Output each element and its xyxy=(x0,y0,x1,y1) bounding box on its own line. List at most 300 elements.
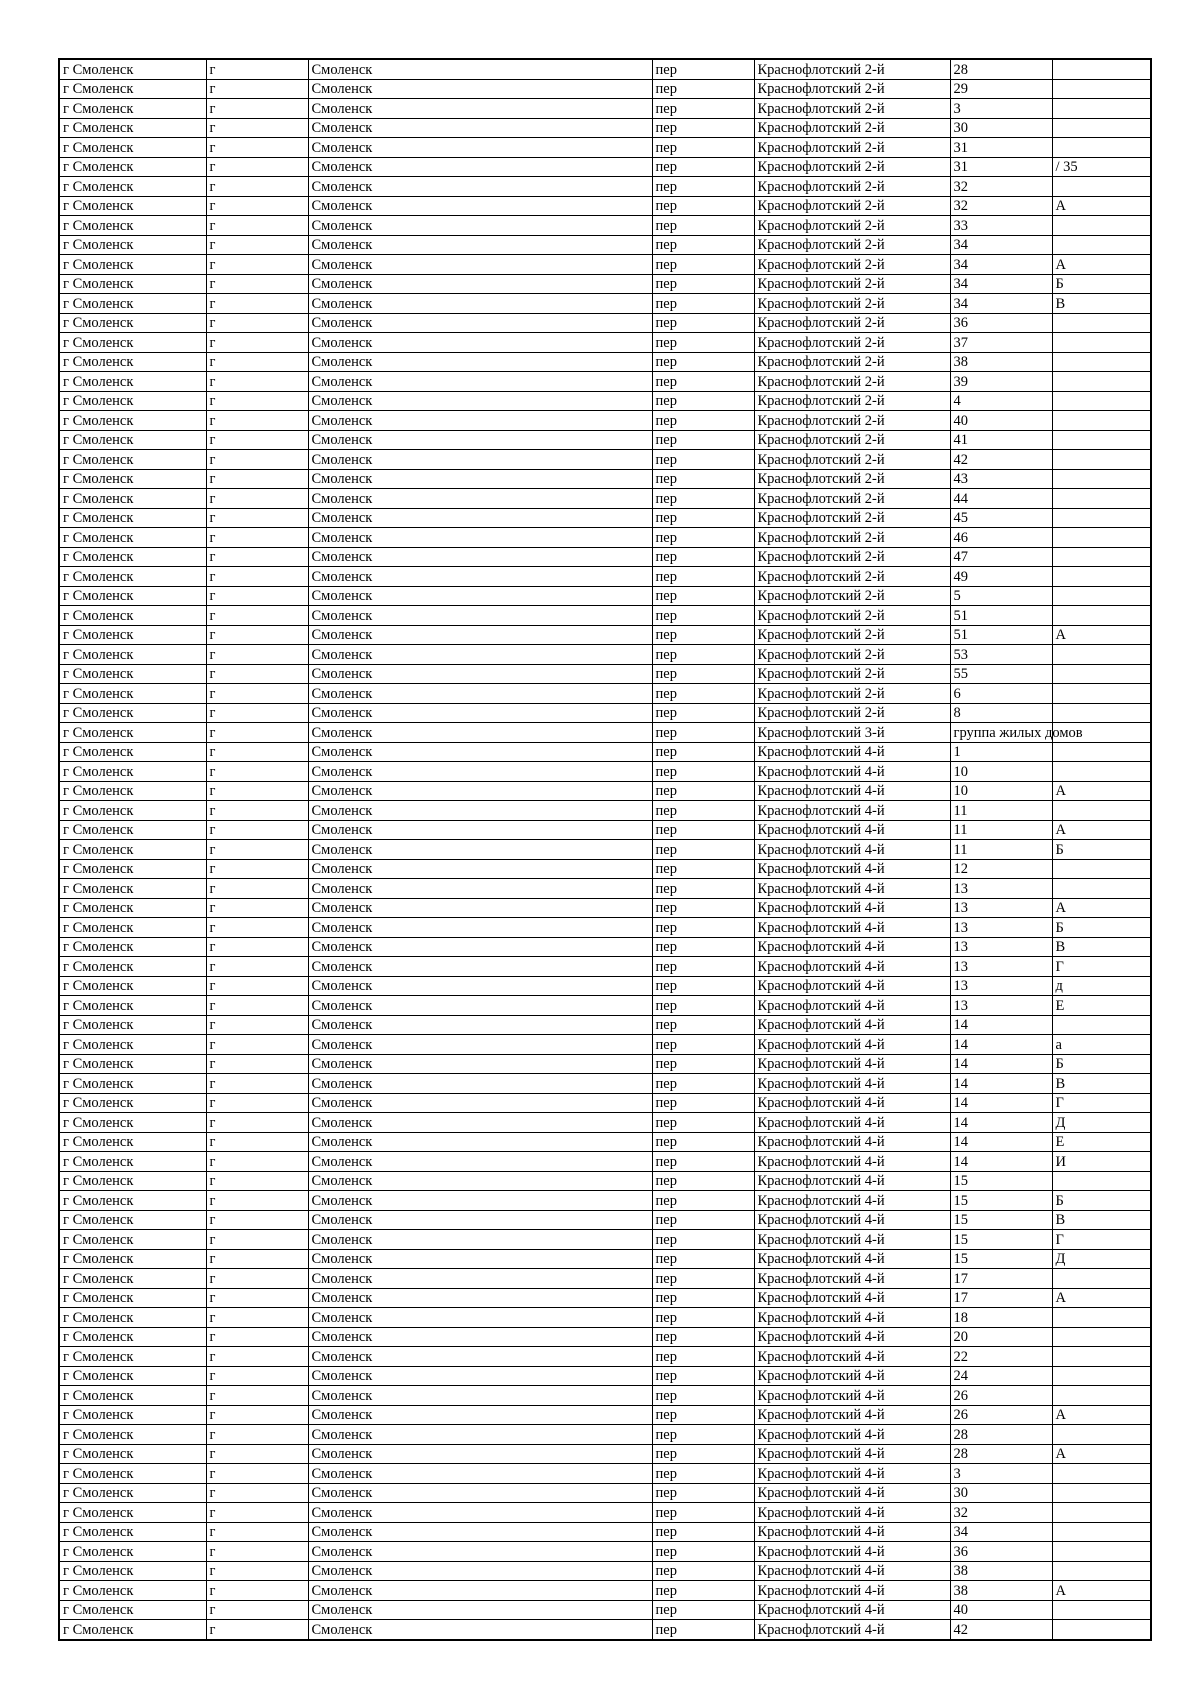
cell-city: Смоленск xyxy=(308,1308,652,1328)
cell-city-type: г xyxy=(206,294,308,314)
cell-region: г Смоленск xyxy=(59,1132,206,1152)
cell-suffix xyxy=(1052,1620,1151,1640)
cell-city: Смоленск xyxy=(308,567,652,587)
cell-house: 14 xyxy=(950,1152,1052,1172)
cell-suffix xyxy=(1052,547,1151,567)
table-row xyxy=(59,1132,1151,1152)
cell-city-type: г xyxy=(206,1522,308,1542)
cell-house: 15 xyxy=(950,1249,1052,1269)
cell-region: г Смоленск xyxy=(59,216,206,236)
cell-street: Краснофлотский 2-й xyxy=(754,235,950,255)
cell-house: 24 xyxy=(950,1366,1052,1386)
cell-city: Смоленск xyxy=(308,1347,652,1367)
cell-street: Краснофлотский 2-й xyxy=(754,59,950,79)
cell-city: Смоленск xyxy=(308,1620,652,1640)
cell-house: 22 xyxy=(950,1347,1052,1367)
cell-street-type: пер xyxy=(652,1347,754,1367)
cell-suffix xyxy=(1052,1327,1151,1347)
cell-city-type: г xyxy=(206,138,308,158)
table-row xyxy=(59,723,1151,743)
cell-street: Краснофлотский 2-й xyxy=(754,625,950,645)
table-row xyxy=(59,138,1151,158)
cell-street: Краснофлотский 4-й xyxy=(754,820,950,840)
table-row xyxy=(59,1464,1151,1484)
cell-city-type: г xyxy=(206,547,308,567)
cell-city: Смоленск xyxy=(308,547,652,567)
cell-region: г Смоленск xyxy=(59,157,206,177)
cell-city: Смоленск xyxy=(308,1191,652,1211)
table-row xyxy=(59,762,1151,782)
cell-street: Краснофлотский 2-й xyxy=(754,703,950,723)
cell-street: Краснофлотский 4-й xyxy=(754,781,950,801)
cell-street: Краснофлотский 4-й xyxy=(754,1015,950,1035)
table-row xyxy=(59,294,1151,314)
cell-city: Смоленск xyxy=(308,742,652,762)
cell-city-type: г xyxy=(206,177,308,197)
cell-region: г Смоленск xyxy=(59,1113,206,1133)
table-row xyxy=(59,703,1151,723)
cell-city: Смоленск xyxy=(308,1249,652,1269)
cell-region: г Смоленск xyxy=(59,1035,206,1055)
cell-region: г Смоленск xyxy=(59,294,206,314)
cell-city: Смоленск xyxy=(308,1230,652,1250)
cell-street-type: пер xyxy=(652,1191,754,1211)
cell-city-type: г xyxy=(206,957,308,977)
table-row xyxy=(59,177,1151,197)
cell-city: Смоленск xyxy=(308,489,652,509)
cell-city: Смоленск xyxy=(308,1171,652,1191)
cell-city: Смоленск xyxy=(308,372,652,392)
cell-suffix xyxy=(1052,1386,1151,1406)
cell-city: Смоленск xyxy=(308,606,652,626)
cell-city: Смоленск xyxy=(308,840,652,860)
cell-house: 4 xyxy=(950,391,1052,411)
cell-suffix: В xyxy=(1052,937,1151,957)
cell-suffix xyxy=(1052,1600,1151,1620)
cell-city: Смоленск xyxy=(308,1444,652,1464)
cell-street: Краснофлотский 4-й xyxy=(754,976,950,996)
cell-region: г Смоленск xyxy=(59,1327,206,1347)
cell-city: Смоленск xyxy=(308,79,652,99)
cell-suffix: Д xyxy=(1052,1113,1151,1133)
cell-city: Смоленск xyxy=(308,801,652,821)
cell-suffix: Е xyxy=(1052,996,1151,1016)
cell-house: 34 xyxy=(950,1522,1052,1542)
cell-suffix xyxy=(1052,567,1151,587)
cell-street: Краснофлотский 4-й xyxy=(754,1074,950,1094)
cell-city: Смоленск xyxy=(308,1113,652,1133)
cell-city: Смоленск xyxy=(308,1503,652,1523)
cell-street-type: пер xyxy=(652,196,754,216)
cell-city: Смоленск xyxy=(308,177,652,197)
cell-suffix: А xyxy=(1052,1444,1151,1464)
cell-house: 20 xyxy=(950,1327,1052,1347)
cell-city-type: г xyxy=(206,118,308,138)
cell-city: Смоленск xyxy=(308,1464,652,1484)
table-row xyxy=(59,1503,1151,1523)
cell-house: 37 xyxy=(950,333,1052,353)
cell-street: Краснофлотский 4-й xyxy=(754,1405,950,1425)
cell-house: 32 xyxy=(950,196,1052,216)
cell-suffix xyxy=(1052,664,1151,684)
cell-region: г Смоленск xyxy=(59,196,206,216)
cell-street: Краснофлотский 2-й xyxy=(754,508,950,528)
cell-street: Краснофлотский 2-й xyxy=(754,606,950,626)
cell-city: Смоленск xyxy=(308,723,652,743)
cell-city: Смоленск xyxy=(308,528,652,548)
cell-region: г Смоленск xyxy=(59,469,206,489)
cell-region: г Смоленск xyxy=(59,898,206,918)
cell-street-type: пер xyxy=(652,469,754,489)
cell-house: 13 xyxy=(950,898,1052,918)
cell-city-type: г xyxy=(206,937,308,957)
cell-house: 14 xyxy=(950,1074,1052,1094)
cell-region: г Смоленск xyxy=(59,79,206,99)
cell-suffix xyxy=(1052,1015,1151,1035)
cell-street: Краснофлотский 2-й xyxy=(754,391,950,411)
cell-street-type: пер xyxy=(652,1249,754,1269)
cell-suffix: А xyxy=(1052,255,1151,275)
table-row xyxy=(59,937,1151,957)
cell-street-type: пер xyxy=(652,411,754,431)
cell-suffix xyxy=(1052,703,1151,723)
cell-city: Смоленск xyxy=(308,1425,652,1445)
cell-city-type: г xyxy=(206,1444,308,1464)
cell-region: г Смоленск xyxy=(59,1210,206,1230)
cell-city: Смоленск xyxy=(308,391,652,411)
cell-region: г Смоленск xyxy=(59,1152,206,1172)
cell-suffix: Е xyxy=(1052,1132,1151,1152)
cell-city-type: г xyxy=(206,1152,308,1172)
cell-region: г Смоленск xyxy=(59,372,206,392)
cell-house: 3 xyxy=(950,1464,1052,1484)
cell-street: Краснофлотский 4-й xyxy=(754,1054,950,1074)
cell-street-type: пер xyxy=(652,391,754,411)
cell-street-type: пер xyxy=(652,996,754,1016)
table-row xyxy=(59,391,1151,411)
cell-suffix xyxy=(1052,216,1151,236)
cell-street: Краснофлотский 2-й xyxy=(754,99,950,119)
cell-house: 10 xyxy=(950,762,1052,782)
cell-house: 36 xyxy=(950,1542,1052,1562)
table-row xyxy=(59,859,1151,879)
cell-house: 43 xyxy=(950,469,1052,489)
cell-street: Краснофлотский 4-й xyxy=(754,1600,950,1620)
cell-house: 38 xyxy=(950,1581,1052,1601)
cell-street: Краснофлотский 4-й xyxy=(754,1269,950,1289)
cell-city: Смоленск xyxy=(308,625,652,645)
cell-house: 11 xyxy=(950,840,1052,860)
cell-region: г Смоленск xyxy=(59,235,206,255)
cell-house: 11 xyxy=(950,801,1052,821)
cell-region: г Смоленск xyxy=(59,1093,206,1113)
cell-city-type: г xyxy=(206,333,308,353)
cell-suffix xyxy=(1052,450,1151,470)
cell-suffix: Б xyxy=(1052,1054,1151,1074)
cell-suffix: А xyxy=(1052,1288,1151,1308)
cell-house: 14 xyxy=(950,1113,1052,1133)
cell-suffix xyxy=(1052,333,1151,353)
table-row xyxy=(59,1327,1151,1347)
cell-city-type: г xyxy=(206,1249,308,1269)
cell-region: г Смоленск xyxy=(59,1600,206,1620)
cell-house: 15 xyxy=(950,1230,1052,1250)
table-row xyxy=(59,567,1151,587)
cell-city-type: г xyxy=(206,567,308,587)
table-row xyxy=(59,1269,1151,1289)
cell-street: Краснофлотский 4-й xyxy=(754,1230,950,1250)
cell-street: Краснофлотский 4-й xyxy=(754,1191,950,1211)
table-row xyxy=(59,1015,1151,1035)
cell-city: Смоленск xyxy=(308,157,652,177)
cell-city: Смоленск xyxy=(308,1327,652,1347)
cell-city-type: г xyxy=(206,1054,308,1074)
cell-city: Смоленск xyxy=(308,1269,652,1289)
cell-street-type: пер xyxy=(652,450,754,470)
cell-house: 51 xyxy=(950,625,1052,645)
cell-house: 28 xyxy=(950,59,1052,79)
cell-street: Краснофлотский 4-й xyxy=(754,742,950,762)
cell-city-type: г xyxy=(206,79,308,99)
table-row xyxy=(59,625,1151,645)
cell-city-type: г xyxy=(206,430,308,450)
table-row xyxy=(59,411,1151,431)
cell-house: 34 xyxy=(950,274,1052,294)
table-row xyxy=(59,684,1151,704)
cell-house: 34 xyxy=(950,294,1052,314)
cell-house: 18 xyxy=(950,1308,1052,1328)
cell-street: Краснофлотский 4-й xyxy=(754,1581,950,1601)
cell-suffix xyxy=(1052,586,1151,606)
cell-region: г Смоленск xyxy=(59,1054,206,1074)
cell-street: Краснофлотский 2-й xyxy=(754,216,950,236)
cell-house: 10 xyxy=(950,781,1052,801)
cell-street-type: пер xyxy=(652,1015,754,1035)
table-row xyxy=(59,606,1151,626)
table-row xyxy=(59,430,1151,450)
cell-city-type: г xyxy=(206,898,308,918)
cell-region: г Смоленск xyxy=(59,625,206,645)
cell-city-type: г xyxy=(206,762,308,782)
cell-street-type: пер xyxy=(652,1620,754,1640)
cell-suffix xyxy=(1052,1366,1151,1386)
cell-city-type: г xyxy=(206,1035,308,1055)
cell-street: Краснофлотский 4-й xyxy=(754,1327,950,1347)
cell-city: Смоленск xyxy=(308,1405,652,1425)
cell-street-type: пер xyxy=(652,1542,754,1562)
table-row xyxy=(59,118,1151,138)
cell-region: г Смоленск xyxy=(59,411,206,431)
cell-city: Смоленск xyxy=(308,1210,652,1230)
cell-suffix xyxy=(1052,391,1151,411)
table-row xyxy=(59,216,1151,236)
cell-suffix xyxy=(1052,99,1151,119)
cell-street-type: пер xyxy=(652,59,754,79)
cell-street-type: пер xyxy=(652,762,754,782)
cell-house: 41 xyxy=(950,430,1052,450)
table-row xyxy=(59,333,1151,353)
cell-region: г Смоленск xyxy=(59,59,206,79)
cell-city-type: г xyxy=(206,1113,308,1133)
cell-city: Смоленск xyxy=(308,235,652,255)
cell-street: Краснофлотский 4-й xyxy=(754,801,950,821)
table-row xyxy=(59,235,1151,255)
cell-city: Смоленск xyxy=(308,313,652,333)
table-row xyxy=(59,742,1151,762)
cell-region: г Смоленск xyxy=(59,1483,206,1503)
cell-street: Краснофлотский 4-й xyxy=(754,879,950,899)
cell-city-type: г xyxy=(206,1386,308,1406)
cell-street-type: пер xyxy=(652,430,754,450)
cell-house: 12 xyxy=(950,859,1052,879)
cell-suffix: Д xyxy=(1052,1249,1151,1269)
cell-street-type: пер xyxy=(652,372,754,392)
cell-suffix: И xyxy=(1052,1152,1151,1172)
cell-house: 14 xyxy=(950,1035,1052,1055)
cell-house: 26 xyxy=(950,1386,1052,1406)
cell-city-type: г xyxy=(206,391,308,411)
cell-house: 46 xyxy=(950,528,1052,548)
cell-region: г Смоленск xyxy=(59,489,206,509)
cell-city: Смоленск xyxy=(308,118,652,138)
cell-region: г Смоленск xyxy=(59,391,206,411)
cell-suffix: Г xyxy=(1052,957,1151,977)
cell-city: Смоленск xyxy=(308,762,652,782)
cell-city-type: г xyxy=(206,352,308,372)
cell-street: Краснофлотский 4-й xyxy=(754,918,950,938)
cell-suffix xyxy=(1052,742,1151,762)
cell-street: Краснофлотский 4-й xyxy=(754,1288,950,1308)
cell-street: Краснофлотский 4-й xyxy=(754,1093,950,1113)
cell-suffix xyxy=(1052,313,1151,333)
cell-city: Смоленск xyxy=(308,450,652,470)
cell-city-type: г xyxy=(206,59,308,79)
cell-street-type: пер xyxy=(652,547,754,567)
cell-street-type: пер xyxy=(652,879,754,899)
cell-suffix xyxy=(1052,1269,1151,1289)
cell-city-type: г xyxy=(206,645,308,665)
cell-street-type: пер xyxy=(652,79,754,99)
cell-house: 31 xyxy=(950,138,1052,158)
cell-house: 13 xyxy=(950,996,1052,1016)
cell-house: 28 xyxy=(950,1444,1052,1464)
cell-city-type: г xyxy=(206,1015,308,1035)
cell-city: Смоленск xyxy=(308,274,652,294)
table-row xyxy=(59,1483,1151,1503)
cell-city-type: г xyxy=(206,996,308,1016)
cell-city-type: г xyxy=(206,1230,308,1250)
cell-street: Краснофлотский 2-й xyxy=(754,352,950,372)
cell-street: Краснофлотский 4-й xyxy=(754,937,950,957)
cell-street-type: пер xyxy=(652,1288,754,1308)
cell-house: 14 xyxy=(950,1054,1052,1074)
cell-house: 55 xyxy=(950,664,1052,684)
cell-street: Краснофлотский 2-й xyxy=(754,586,950,606)
cell-city: Смоленск xyxy=(308,1581,652,1601)
table-row xyxy=(59,1249,1151,1269)
table-row xyxy=(59,99,1151,119)
cell-house: 17 xyxy=(950,1288,1052,1308)
cell-city-type: г xyxy=(206,918,308,938)
address-table-body xyxy=(59,59,1151,1640)
cell-street: Краснофлотский 2-й xyxy=(754,138,950,158)
cell-city: Смоленск xyxy=(308,645,652,665)
table-row xyxy=(59,840,1151,860)
cell-city-type: г xyxy=(206,879,308,899)
cell-house: 5 xyxy=(950,586,1052,606)
cell-street: Краснофлотский 3-й xyxy=(754,723,950,743)
cell-city-type: г xyxy=(206,1191,308,1211)
cell-street-type: пер xyxy=(652,1366,754,1386)
cell-street: Краснофлотский 2-й xyxy=(754,118,950,138)
table-row xyxy=(59,1074,1151,1094)
cell-city-type: г xyxy=(206,489,308,509)
table-row xyxy=(59,528,1151,548)
cell-city: Смоленск xyxy=(308,1132,652,1152)
cell-region: г Смоленск xyxy=(59,879,206,899)
cell-city-type: г xyxy=(206,1405,308,1425)
cell-city-type: г xyxy=(206,157,308,177)
cell-house: 26 xyxy=(950,1405,1052,1425)
cell-house: 40 xyxy=(950,1600,1052,1620)
cell-house: 8 xyxy=(950,703,1052,723)
cell-region: г Смоленск xyxy=(59,1464,206,1484)
cell-city-type: г xyxy=(206,1093,308,1113)
cell-region: г Смоленск xyxy=(59,1620,206,1640)
cell-house: 1 xyxy=(950,742,1052,762)
table-row xyxy=(59,1561,1151,1581)
cell-city-type: г xyxy=(206,625,308,645)
cell-city-type: г xyxy=(206,1327,308,1347)
cell-region: г Смоленск xyxy=(59,976,206,996)
cell-house: 15 xyxy=(950,1171,1052,1191)
cell-city-type: г xyxy=(206,1171,308,1191)
cell-house: 42 xyxy=(950,1620,1052,1640)
cell-house: 51 xyxy=(950,606,1052,626)
cell-street: Краснофлотский 4-й xyxy=(754,859,950,879)
cell-house: 39 xyxy=(950,372,1052,392)
cell-suffix: Б xyxy=(1052,840,1151,860)
cell-region: г Смоленск xyxy=(59,1386,206,1406)
cell-street-type: пер xyxy=(652,898,754,918)
cell-region: г Смоленск xyxy=(59,645,206,665)
cell-street-type: пер xyxy=(652,294,754,314)
cell-street: Краснофлотский 2-й xyxy=(754,177,950,197)
cell-city: Смоленск xyxy=(308,1288,652,1308)
cell-street: Краснофлотский 4-й xyxy=(754,1308,950,1328)
cell-street: Краснофлотский 2-й xyxy=(754,79,950,99)
cell-street: Краснофлотский 2-й xyxy=(754,430,950,450)
cell-region: г Смоленск xyxy=(59,1366,206,1386)
cell-suffix xyxy=(1052,352,1151,372)
table-row xyxy=(59,1210,1151,1230)
cell-region: г Смоленск xyxy=(59,138,206,158)
cell-street-type: пер xyxy=(652,157,754,177)
cell-house: 13 xyxy=(950,976,1052,996)
cell-suffix xyxy=(1052,1171,1151,1191)
cell-suffix xyxy=(1052,235,1151,255)
cell-house: 13 xyxy=(950,879,1052,899)
cell-street: Краснофлотский 4-й xyxy=(754,1347,950,1367)
cell-street-type: пер xyxy=(652,625,754,645)
table-row xyxy=(59,801,1151,821)
cell-suffix xyxy=(1052,469,1151,489)
cell-street-type: пер xyxy=(652,586,754,606)
table-row xyxy=(59,1620,1151,1640)
cell-street: Краснофлотский 2-й xyxy=(754,274,950,294)
cell-house: группа жилых домов xyxy=(950,723,1052,743)
cell-street-type: пер xyxy=(652,1132,754,1152)
